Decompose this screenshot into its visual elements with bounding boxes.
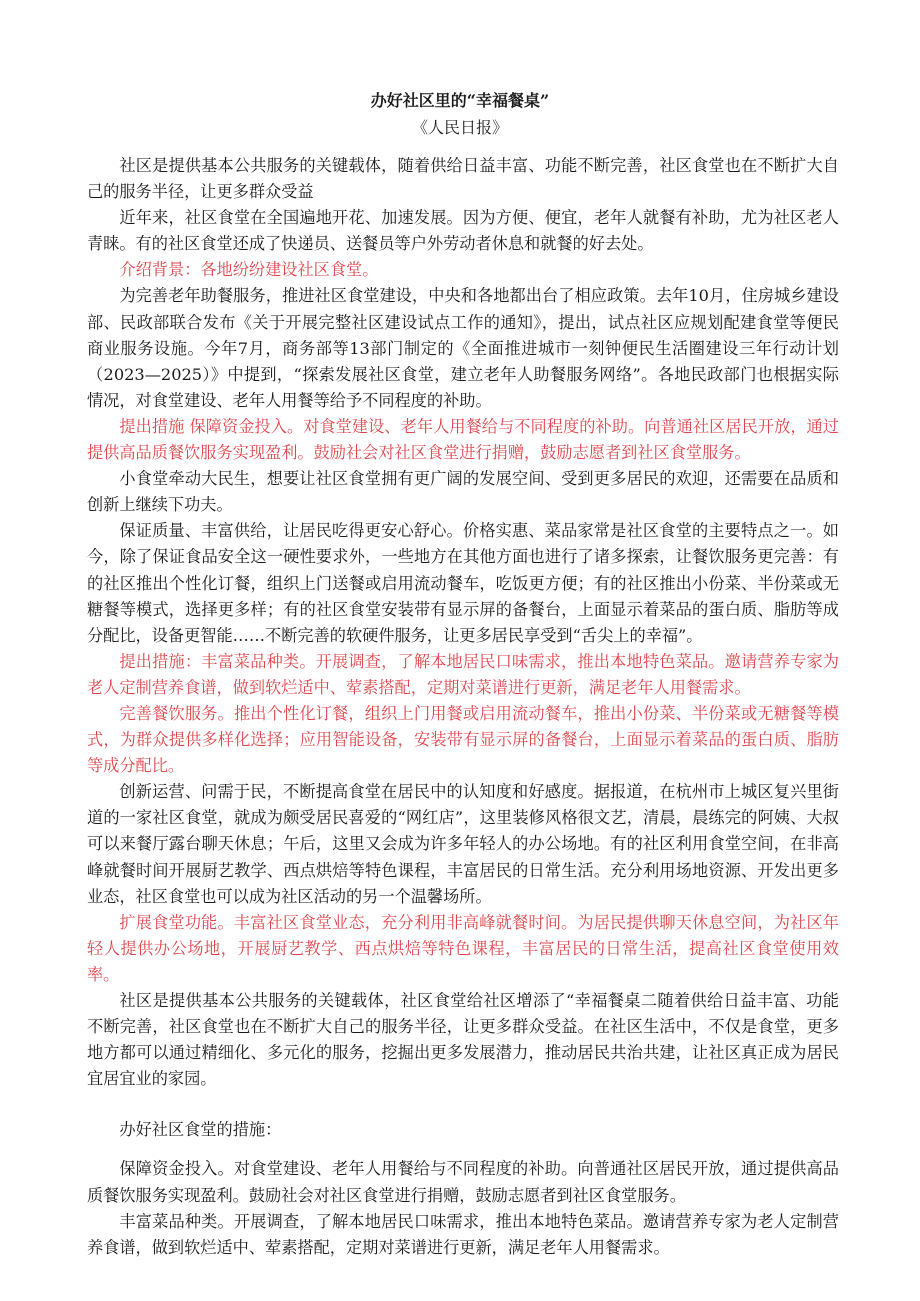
summary-heading: 办好社区食堂的措施： [119, 1120, 282, 1140]
paragraph-transition: 小食堂牵动大民生，想要让社区食堂拥有更广阔的发展空间、受到更多居民的欢迎，还需要在品质和创新上继续下功夫。 [87, 469, 839, 515]
annotation-funding: 提出措施 保障资金投入。对食堂建设、老年人用餐给与不同程度的补助。向普通社区居民开放，通过提供高品质餐饮服务实现盈利。鼓励社会对社区食堂进行捐赠，鼓励志愿者到社区食堂服务。 [87, 416, 839, 463]
paragraph-policy: 为完善老年助餐服务，推进社区食堂建设，中央和各地都出台了相应政策。去年10月，住房城乡建设部、民政部联合发布《关于开展完整社区建设试点工作的通知》，提出，试点社区应规划配建食堂等便民商业服务设施。今年7月，商务部等13部门制定的《全面推进城市一刻钟便民生活圈建设三年行动计划（2023—2025）》中提到，“探索发展社区食堂，建立老年人助餐服务网络”。各地民政部门也根据实际情况，对食堂建设、老年人用餐等给予不同程度的补助。 [87, 286, 839, 410]
paragraph-quality: 保证质量、丰富供给，让居民吃得更安心舒心。价格实惠、菜品家常是社区食堂的主要特点之一。如今，除了保证食品安全这一硬性要求外，一些地方在其他方面也进行了诸多探索，让餐饮服务更完善：有的社区推出个性化订餐，组织上门送餐或启用流动餐车，吃饭更方便；有的社区推出小份菜、半份菜或无糖餐等模式，选择更多样；有的社区食堂安装带有显示屏的备餐台，上面显示着菜品的蛋白质、脂肪等成分配比，设备更智能……不断完善的软硬件服务，让更多居民享受到“舌尖上的幸福”。 [87, 521, 839, 645]
article-source: 《人民日报》 [411, 118, 508, 137]
paragraph-conclusion: 社区是提供基本公共服务的关键载体，社区食堂给社区增添了“幸福餐桌二随着供给日益丰富、功能不断完善，社区食堂也在不断扩大自己的服务半径，让更多群众受益。在社区生活中，不仅是食堂，更多地方都可以通过精细化、多元化的服务，挖掘出更多发展潜力，推动居民共治共建，让社区真正成为居民宜居宜业的家园。 [87, 991, 839, 1089]
annotation-background: 介绍背景：各地纷纷建设社区食堂。 [119, 260, 379, 280]
paragraph-intro: 社区是提供基本公共服务的关键载体，随着供给日益丰富、功能不断完善，社区食堂也在不断扩大自己的服务半径，让更多群众受益 [87, 156, 839, 202]
paragraph-innovation: 创新运营、问需于民，不断提高食堂在居民中的认知度和好感度。据报道，在杭州市上城区复兴里街道的一家社区食堂，就成为颇受居民喜爱的“网红店”，这里装修风格很文艺，清晨，晨练完的阿姨、大叔可以来餐厅露台聊天休息；午后，这里又会成为许多年轻人的办公场地。有的社区利用食堂空间，在非高峰就餐时间开展厨艺教学、西点烘焙等特色课程，丰富居民的日常生活。充分利用场地资源、开发出更多业态，社区食堂也可以成为社区活动的另一个温馨场所。 [87, 782, 839, 906]
summary-item-funding: 保障资金投入。对食堂建设、老年人用餐给与不同程度的补助。向普通社区居民开放，通过提供高品质餐饮服务实现盈利。鼓励社会对社区食堂进行捐赠，鼓励志愿者到社区食堂服务。 [87, 1159, 839, 1205]
paragraph-background: 近年来，社区食堂在全国遍地开花、加速发展。因为方便、便宜，老年人就餐有补助，尤为社区老人青睐。有的社区食堂还成了快递员、送餐员等户外劳动者休息和就餐的好去处。 [87, 208, 839, 254]
summary-item-menu: 丰富菜品种类。开展调查，了解本地居民口味需求，推出本地特色菜品。邀请营养专家为老人定制营养食谱，做到软烂适中、荤素搭配，定期对菜谱进行更新，满足老年人用餐需求。 [87, 1211, 839, 1257]
annotation-menu: 提出措施：丰富菜品种类。开展调查，了解本地居民口味需求，推出本地特色菜品。邀请营养专家为老人定制营养食谱，做到软烂适中、荤素搭配，定期对菜谱进行更新，满足老年人用餐需求。 [87, 651, 839, 697]
article-title: 办好社区里的“幸福餐桌” [370, 91, 550, 110]
annotation-service: 完善餐饮服务。推出个性化订餐，组织上门用餐或启用流动餐车，推出小份菜、半份菜或无糖餐等模式，为群众提供多样化选择；应用智能设备，安装带有显示屏的备餐台，上面显示着菜品的蛋白质、脂肪等成分配比。 [87, 703, 839, 776]
annotation-function: 扩展食堂功能。丰富社区食堂业态，充分利用非高峰就餐时间。为居民提供聊天休息空间，为社区年轻人提供办公场地，开展厨艺教学、西点烘焙等特色课程，丰富居民的日常生活，提高社区食堂使用效率。 [87, 912, 839, 984]
article-body [87, 153, 839, 1261]
